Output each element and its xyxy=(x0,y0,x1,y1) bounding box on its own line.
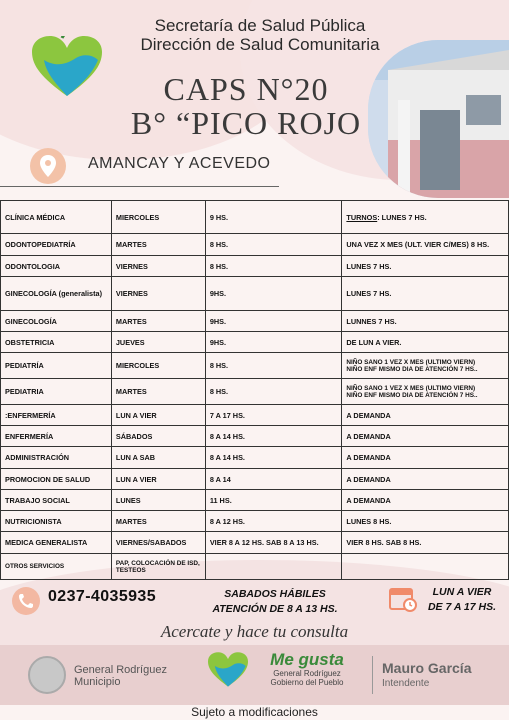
service-cell: ODONTOLOGIA xyxy=(1,256,112,277)
day-cell: MARTES xyxy=(111,311,205,332)
note-cell: A DEMANDA xyxy=(342,469,509,490)
day-cell: LUN A VIER xyxy=(111,405,205,426)
direccion-line: Dirección de Salud Comunitaria xyxy=(140,35,380,54)
note-line: NIÑO SANO 1 VEZ X MES (ULTIMO VIERN) xyxy=(346,384,476,392)
phone-icon xyxy=(12,587,40,615)
table-row xyxy=(1,405,509,426)
table-row xyxy=(1,490,509,511)
day-cell: LUN A VIER xyxy=(111,469,205,490)
mg-sub-line: General Rodríguez xyxy=(273,669,341,678)
note-cell: DE LUN A VIER. xyxy=(342,332,509,353)
address: AMANCAY Y ACEVEDO xyxy=(88,155,271,172)
time-cell: 7 A 17 HS. xyxy=(205,405,342,426)
time-cell: 9HS. xyxy=(205,311,342,332)
municipio-name: General Rodríguez xyxy=(74,664,167,676)
time-cell: 8 HS. xyxy=(205,256,342,277)
secretaria-line: Secretaría de Salud Pública xyxy=(154,16,366,35)
lun-line: DE 7 A 17 HS. xyxy=(427,601,497,613)
footer-divider xyxy=(372,656,373,694)
table-row xyxy=(1,256,509,277)
turnos-label: TURNOS xyxy=(346,212,378,222)
table-row xyxy=(1,379,509,405)
time-cell: 8 A 14 HS. xyxy=(205,426,342,447)
note-cell: LUNES 7 HS. xyxy=(342,277,509,311)
municipio-label xyxy=(74,664,167,688)
me-gusta-sub xyxy=(252,669,362,687)
heart-logo-icon xyxy=(208,651,248,689)
calendar-icon xyxy=(388,585,418,613)
day-cell: JUEVES xyxy=(111,332,205,353)
table-row xyxy=(1,426,509,447)
sab-line: SABADOS HÁBILES xyxy=(224,588,326,600)
table-row xyxy=(1,469,509,490)
table-row xyxy=(1,353,509,379)
service-cell: MEDICA GENERALISTA xyxy=(1,532,112,554)
day-cell: VIERNES xyxy=(111,256,205,277)
day-cell: LUNES xyxy=(111,490,205,511)
service-cell: CLÍNICA MÉDICA xyxy=(1,201,112,234)
note-line: NIÑO ENF MISMO DIA DE ATENCIÓN 7 HS.. xyxy=(346,391,478,399)
table-row xyxy=(1,532,509,554)
mayor-role: Intendente xyxy=(382,678,430,689)
table-row xyxy=(1,511,509,532)
table-row xyxy=(1,234,509,256)
note-cell: LUNES 8 HS. xyxy=(342,511,509,532)
schedule-table xyxy=(0,200,509,580)
day-cell: MIERCOLES xyxy=(111,353,205,379)
note-cell: LUNES 7 HS. xyxy=(342,256,509,277)
sab-line: ATENCIÓN DE 8 A 13 HS. xyxy=(212,603,338,615)
me-gusta-title: Me gusta xyxy=(270,650,344,669)
time-cell: 8 A 14 xyxy=(205,469,342,490)
day-cell: SÁBADOS xyxy=(111,426,205,447)
time-cell: 8 HS. xyxy=(205,379,342,405)
time-cell: 8 A 14 HS. xyxy=(205,447,342,469)
building-photo xyxy=(368,40,509,198)
note-cell: A DEMANDA xyxy=(342,490,509,511)
time-cell: 9 HS. xyxy=(205,201,342,234)
day-cell: PAP, COLOCACIÓN DE ISD, TESTEOS xyxy=(111,554,205,580)
time-cell: VIER 8 A 12 HS. SAB 8 A 13 HS. xyxy=(205,532,342,554)
service-cell: PEDIATRÍA xyxy=(1,353,112,379)
table-row xyxy=(1,311,509,332)
disclaimer: Sujeto a modificaciones xyxy=(191,705,318,719)
service-cell: GINECOLOGÍA xyxy=(1,311,112,332)
municipio-sub: Municipio xyxy=(74,676,121,688)
day-cell: MARTES xyxy=(111,511,205,532)
day-cell: MARTES xyxy=(111,234,205,256)
phone-number: 0237-4035935 xyxy=(48,588,157,605)
note-cell: VIER 8 HS. SAB 8 HS. xyxy=(342,532,509,554)
header xyxy=(110,16,410,54)
service-cell: :ENFERMERÍA xyxy=(1,405,112,426)
service-cell: GINECOLOGÍA (generalista) xyxy=(1,277,112,311)
divider xyxy=(0,186,279,187)
tagline: Acercate y hace tu consulta xyxy=(160,622,349,641)
table-row xyxy=(1,201,509,234)
note-cell: LUNNES 7 HS. xyxy=(342,311,509,332)
note-cell: A DEMANDA xyxy=(342,447,509,469)
day-cell: VIERNES/SABADOS xyxy=(111,532,205,554)
service-cell: TRABAJO SOCIAL xyxy=(1,490,112,511)
day-cell: VIERNES xyxy=(111,277,205,311)
service-cell: ADMINISTRACIÓN xyxy=(1,447,112,469)
service-cell: NUTRICIONISTA xyxy=(1,511,112,532)
table-row xyxy=(1,332,509,353)
time-cell: 9HS. xyxy=(205,332,342,353)
day-cell: LUN A SAB xyxy=(111,447,205,469)
time-cell: 8 A 12 HS. xyxy=(205,511,342,532)
service-cell: PROMOCION DE SALUD xyxy=(1,469,112,490)
day-cell: MARTES xyxy=(111,379,205,405)
service-cell: ODONTOPEDIATRÍA xyxy=(1,234,112,256)
service-cell: PEDIATRIA xyxy=(1,379,112,405)
service-cell: OTROS SERVICIOS xyxy=(1,554,112,580)
note-cell xyxy=(342,353,509,379)
note-cell xyxy=(342,554,509,580)
note-cell xyxy=(342,379,509,405)
note-cell xyxy=(342,201,509,234)
lun-line: LUN A VIER xyxy=(432,586,492,598)
saturday-hours xyxy=(195,587,355,617)
service-cell: ENFERMERÍA xyxy=(1,426,112,447)
note-cell: UNA VEZ X MES (ULT. VIER C/MES) 8 HS. xyxy=(342,234,509,256)
mg-sub-line: Gobierno del Pueblo xyxy=(270,678,344,687)
time-cell: 8 HS. xyxy=(205,234,342,256)
time-cell xyxy=(205,554,342,580)
title-caps: CAPS N°20 xyxy=(163,71,329,107)
day-cell: MIERCOLES xyxy=(111,201,205,234)
time-cell: 9HS. xyxy=(205,277,342,311)
table-row xyxy=(1,277,509,311)
page-title xyxy=(110,72,382,140)
note-line: NIÑO ENF MISMO DIA DE ATENCIÓN 7 HS.. xyxy=(346,365,478,373)
service-cell: OBSTETRICIA xyxy=(1,332,112,353)
mayor-name: Mauro García xyxy=(382,660,472,676)
time-cell: 11 HS. xyxy=(205,490,342,511)
note-line: NIÑO SANO 1 VEZ X MES (ULTIMO VIERN) xyxy=(346,358,476,366)
time-cell: 8 HS. xyxy=(205,353,342,379)
note-text: : LUNES 7 HS. xyxy=(377,212,427,222)
weekday-hours xyxy=(418,585,506,615)
table-row xyxy=(1,554,509,580)
municipal-seal-icon xyxy=(28,656,66,694)
title-barrio: B° “PICO ROJO xyxy=(130,105,362,141)
table-row xyxy=(1,447,509,469)
map-pin-icon xyxy=(30,148,66,184)
note-cell: A DEMANDA xyxy=(342,426,509,447)
heart-logo-icon xyxy=(32,36,102,98)
note-cell: A DEMANDA xyxy=(342,405,509,426)
